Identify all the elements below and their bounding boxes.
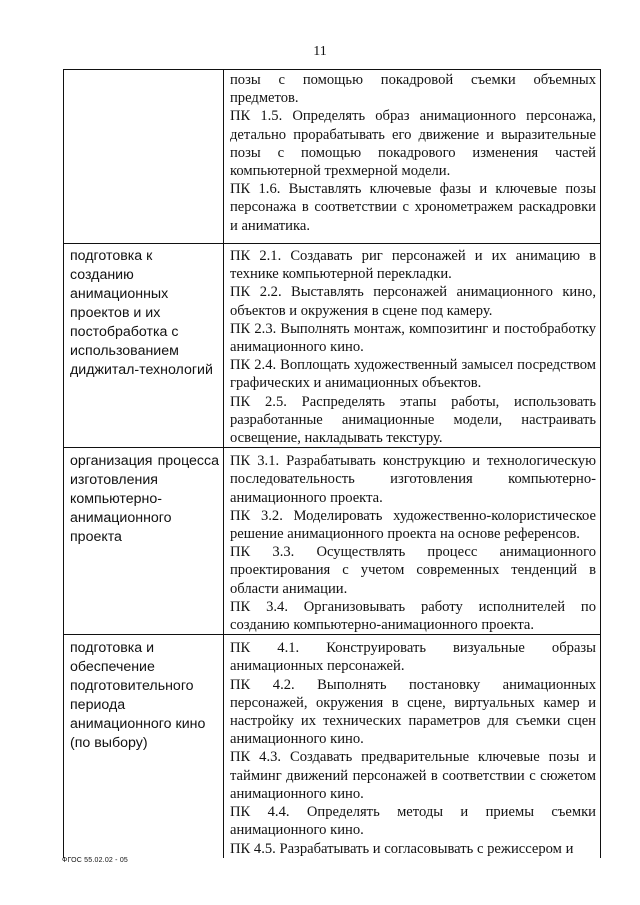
page-number: 11 [313, 44, 327, 59]
competency-item: ПК 4.1. Конструировать визуальные образы анимационных персонажей. [230, 640, 596, 675]
competency-item: ПК 2.4. Воплощать художественный замысел посредством графических и анимационных объектов. [230, 357, 596, 392]
table-row [64, 70, 601, 244]
competency-item: ПК 1.5. Определять образ анимационного персонажа, детально прорабатывать его движение и выразительные позы с помощью покадрового изменения частей компьютерной трехмерной модели. [230, 108, 596, 180]
table-row [64, 244, 601, 448]
competency-item: ПК 3.1. Разрабатывать конструкцию и технологическую последовательность изготовления компьютерно-анимационного проекта. [230, 453, 596, 506]
competency-item: ПК 4.5. Разрабатывать и согласовывать с режиссером и [230, 840, 574, 857]
activity-cell [64, 70, 224, 244]
table-row [64, 448, 601, 635]
competency-item: ПК 2.3. Выполнять монтаж, композитинг и постобработку анимационного кино. [230, 320, 596, 356]
competency-item: ПК 4.4. Определять методы и приемы съемки анимационного кино. [230, 804, 596, 839]
competencies-cell [224, 635, 601, 858]
table-row [64, 635, 601, 858]
competency-item: позы с помощью покадровой съемки объемных предметов. [230, 72, 596, 107]
competency-item: ПК 4.3. Создавать предварительные ключевые позы и тайминг движений персонажей в соответствии с сюжетом анимационного кино. [230, 749, 596, 802]
competencies-cell [224, 244, 601, 448]
competency-item: ПК 2.5. Распределять этапы работы, использовать разработанные анимационные модели, настраивать освещение, накладывать текстуру. [230, 393, 596, 447]
activity-cell: организация процесса изготовления компьютерно-анимационного проекта [64, 448, 224, 635]
competency-item: ПК 2.1. Создавать риг персонажей и их анимацию в технике компьютерной перекладки. [230, 248, 596, 283]
competency-item: ПК 2.2. Выставлять персонажей анимационного кино, объектов и окружения в сцене под камеру. [230, 284, 596, 319]
competencies-table [63, 69, 601, 858]
competency-item: ПК 1.6. Выставлять ключевые фазы и ключевые позы персонажа в соответствии с хронометражем раскадровки и аниматика. [230, 181, 596, 234]
activity-cell: подготовка и обеспечение подготовительного периода анимационного кино (по выбору) [64, 635, 224, 858]
competency-item: ПК 4.2. Выполнять постановку анимационных персонажей, окружения в сцене, виртуальных камер и настройку их технических параметров для съемки сцен анимационного кино. [230, 676, 596, 748]
document-footer: ФГОС 55.02.02 - 05 [62, 857, 129, 864]
competencies-cell [224, 70, 601, 244]
activity-cell: подготовка к созданию анимационных проектов и их постобработка с использованием диджитал-технологий [64, 244, 224, 448]
competency-item: ПК 3.4. Организовывать работу исполнителей по созданию компьютерно-анимационного проекта. [230, 598, 596, 634]
competencies-cell [224, 448, 601, 635]
competency-item: ПК 3.2. Моделировать художественно-колористическое решение анимационного проекта на основе референсов. [230, 507, 596, 543]
competency-item: ПК 3.3. Осуществлять процесс анимационного проектирования с учетом современных тенденций в области анимации. [230, 544, 596, 597]
